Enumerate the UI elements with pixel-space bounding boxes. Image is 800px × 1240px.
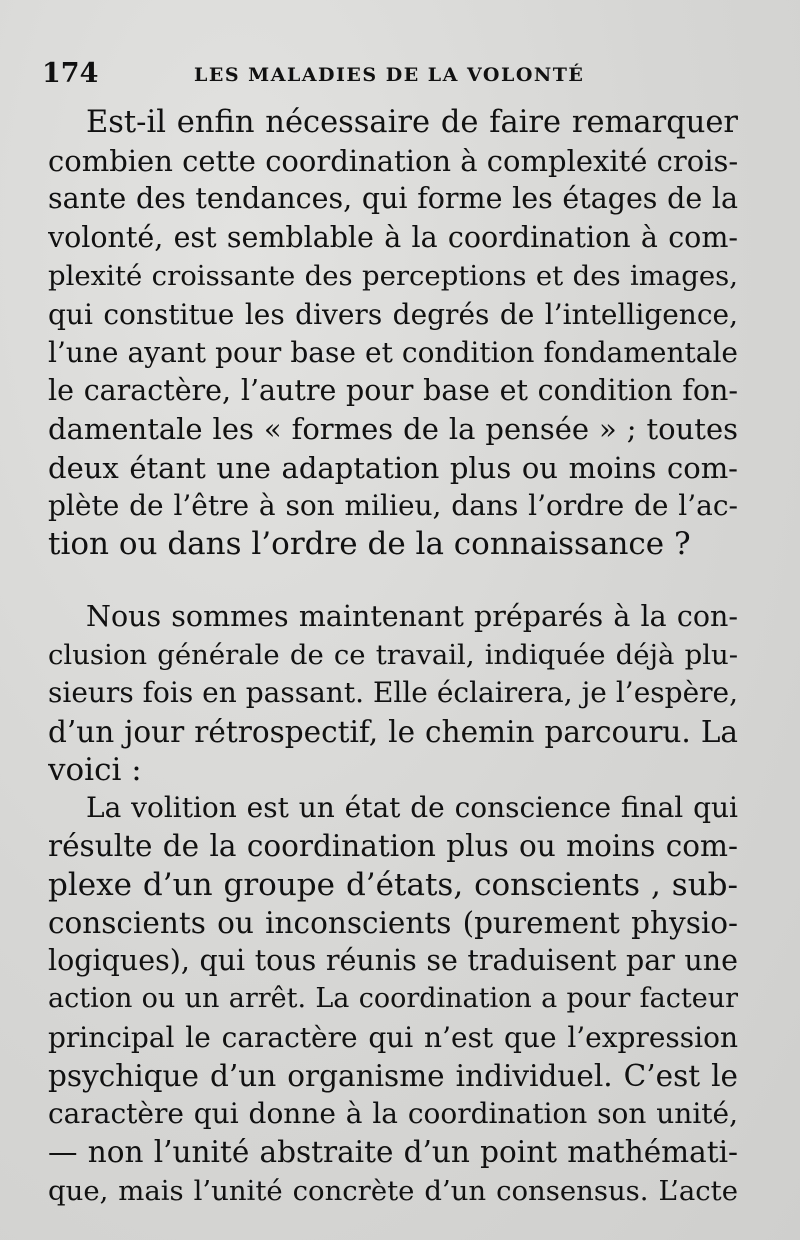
text-line: — non l’unité abstraite d’un point mathémati-: [48, 1135, 738, 1169]
text-line: conscients ou inconscients (purement physio-: [48, 906, 738, 940]
text-line: principal le caractère qui n’est que l’expression: [48, 1021, 738, 1054]
text-line: Nous sommes maintenant préparés à la con-: [86, 600, 738, 633]
text-line: sante des tendances, qui forme les étages de la: [48, 182, 738, 215]
text-line: sieurs fois en passant. Elle éclairera, je l’espère,: [48, 676, 738, 709]
text-line: plexe d’un groupe d’états, conscients , sub-: [48, 867, 738, 903]
text-line: caractère qui donne à la coordination son unité,: [48, 1097, 738, 1130]
text-line: action ou un arrêt. La coordination a pour facteur: [48, 983, 738, 1014]
text-line: psychique d’un organisme individuel. C’est le: [48, 1059, 738, 1093]
text-line: Est-il enfin nécessaire de faire remarquer: [86, 105, 738, 140]
page-number: 174: [42, 58, 99, 89]
text-line: damentale les « formes de la pensée » ; toutes: [48, 412, 738, 446]
text-line: que, mais l’unité concrète d’un consensus. L’acte: [48, 1175, 738, 1207]
text-line: clusion générale de ce travail, indiquée déjà plu-: [48, 639, 738, 671]
text-line: combien cette coordination à complexité crois-: [48, 144, 738, 178]
text-line: résulte de la coordination plus ou moins com-: [48, 829, 738, 863]
text-line: le caractère, l’autre pour base et condition fon-: [48, 374, 738, 407]
page-header: [42, 58, 742, 98]
text-line: voici :: [48, 752, 142, 788]
text-line: d’un jour rétrospectif, le chemin parcouru. La: [48, 715, 738, 749]
text-line: La volition est un état de conscience final qui: [86, 791, 738, 824]
text-line: plexité croissante des perceptions et des images,: [48, 260, 738, 292]
text-line: deux étant une adaptation plus ou moins com-: [48, 451, 738, 485]
text-line: logiques), qui tous réunis se traduisent par une: [48, 944, 738, 977]
text-line: volonté, est semblable à la coordination à com-: [48, 221, 738, 254]
text-line: tion ou dans l’ordre de la connaissance ?: [48, 526, 691, 562]
text-line: qui constitue les divers degrés de l’intelligence,: [48, 298, 738, 331]
running-title: LES MALADIES DE LA VOLONTÉ: [194, 64, 585, 86]
text-line: plète de l’être à son milieu, dans l’ordre de l’ac-: [48, 489, 738, 522]
text-line: l’une ayant pour base et condition fondamentale: [48, 336, 738, 369]
